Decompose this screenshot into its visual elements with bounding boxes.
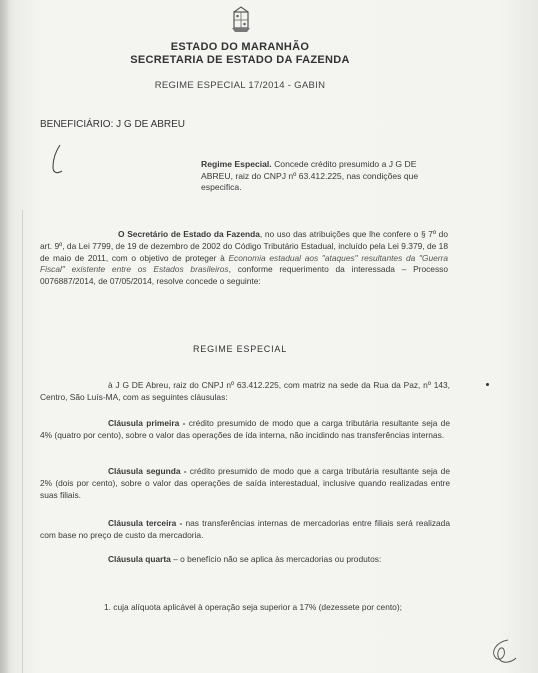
clause-first (40, 418, 450, 442)
preamble (40, 229, 448, 288)
item-1 (40, 602, 450, 614)
preamble-text-2: , conforme requerimento da interessada – Processo 0076887/2014, de 07/05/2014, resolve concede o seguinte: (40, 264, 448, 287)
clause-text: – o benefício não se aplica às mercadorias ou produtos: (170, 554, 382, 564)
header-secretariat: SECRETARIA DE ESTADO DA FAZENDA (130, 54, 350, 66)
clause-title: Cláusula quarta (108, 554, 171, 564)
clause-title: Cláusula terceira - (108, 518, 183, 528)
margin-rule (22, 210, 23, 673)
preamble-text-1: , no uso das atribuições que lhe confere o § 7º do art. 9º, da Lei 7799, de 19 de dezembro de 2002 do Código Tributário Estadual, incluído pela Lei 9.379, de 18 de maio de 2011, com o objetivo de proteger à (40, 229, 448, 263)
handwritten-mark-icon (48, 143, 68, 177)
clause-title: Cláusula primeira - (108, 418, 186, 428)
intro-paragraph (40, 380, 450, 404)
ementa-bold: Regime Especial. (201, 159, 272, 169)
section-title: REGIME ESPECIAL (192, 344, 288, 354)
handwritten-initials-icon (486, 636, 520, 666)
clause-text: nas transferências internas de mercadorias entre filiais será realizada com base no preço de custo da mercadoria. (40, 518, 450, 540)
clause-fourth (40, 554, 450, 566)
scan-speck (486, 383, 489, 386)
intro-text: à J G DE Abreu, raiz do CNPJ nº 63.412.225, com matriz na sede da Rua da Paz, nº 143, Centro, São Luís-MA, com as seguintes cláusulas: (40, 380, 450, 402)
state-coat-of-arms-icon (230, 6, 252, 34)
header-state: ESTADO DO MARANHÃO (170, 41, 310, 53)
clause-text: crédito presumido de modo que a carga tributária resultante seja de 2% (dois por cento), sobre o valor das operações de saída interestadual, inclusive quando realizadas entre suas filiais. (40, 466, 450, 500)
preamble-bold: O Secretário de Estado da Fazenda (118, 229, 260, 239)
ementa (201, 159, 446, 194)
item-text: 1. cuja alíquota aplicável à operação seja superior a 17% (dezessete por cento); (104, 602, 402, 612)
clause-text: crédito presumido de modo que a carga tributária resultante seja de 4% (quatro por cento), sobre o valor das operações de ída interna, não incidindo nas transferências internas. (40, 418, 450, 440)
preamble-italic: Economia estadual aos "ataques" resultantes da "Guerra Fiscal" existente entre os Estados brasileiros (40, 252, 448, 275)
ementa-text: Concede crédito presumido a J G DE ABREU, raiz do CNPJ nº 63.412.225, nas condições que especifica. (201, 159, 419, 192)
clause-second (40, 466, 450, 501)
scan-edge-shadow (0, 0, 10, 673)
regime-number: REGIME ESPECIAL 17/2014 - GABIN (154, 80, 326, 91)
clause-third (40, 518, 450, 542)
beneficiary-line: BENEFICIÁRIO: J G DE ABREU (40, 119, 186, 130)
clause-title: Cláusula segunda - (108, 466, 187, 476)
